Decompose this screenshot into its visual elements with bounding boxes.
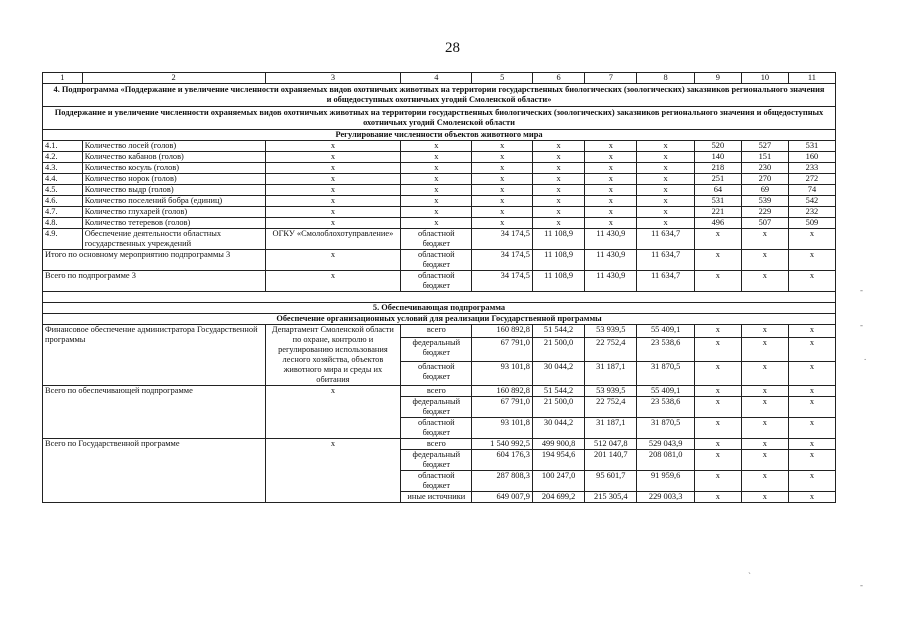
- spacer-cell: [43, 292, 836, 303]
- table-cell: x: [472, 152, 533, 163]
- table-cell: 4.2.: [43, 152, 83, 163]
- table-cell: 31 187,1: [585, 361, 637, 385]
- regulation-title: Регулирование численности объектов животного мира: [43, 130, 836, 141]
- table-cell: 11 108,9: [532, 229, 584, 250]
- table-cell: 531: [788, 141, 835, 152]
- table-cell: 194 954,6: [532, 450, 584, 471]
- table-cell: x: [694, 439, 741, 450]
- col-number: 10: [741, 73, 788, 84]
- subprogram5-title-row: [43, 303, 836, 314]
- table-cell: x: [741, 471, 788, 492]
- table-cell: x: [585, 185, 637, 196]
- table-cell: областной бюджет: [401, 271, 472, 292]
- table-cell: 34 174,5: [472, 229, 533, 250]
- table-cell: 4.1.: [43, 141, 83, 152]
- table-cell: 4.5.: [43, 185, 83, 196]
- table-row: [43, 207, 836, 218]
- table-cell: x: [741, 250, 788, 271]
- table-cell: x: [788, 397, 835, 418]
- table-cell: Количество глухарей (голов): [82, 207, 265, 218]
- table-cell: x: [472, 163, 533, 174]
- table-cell: x: [401, 141, 472, 152]
- spacer-row: [43, 292, 836, 303]
- table-cell: x: [694, 450, 741, 471]
- table-cell: x: [532, 218, 584, 229]
- col-number: 3: [265, 73, 401, 84]
- table-cell: x: [741, 386, 788, 397]
- table-cell: 11 108,9: [532, 250, 584, 271]
- table-row: [43, 218, 836, 229]
- table-cell: 520: [694, 141, 741, 152]
- table-cell: x: [788, 492, 835, 503]
- table-cell: Обеспечение организационных условий для реализации Государственной программы: [43, 314, 836, 325]
- table-cell: Количество лосей (голов): [82, 141, 265, 152]
- table-cell: 229: [741, 207, 788, 218]
- table-cell: x: [265, 163, 401, 174]
- table-cell: федеральный бюджет: [401, 397, 472, 418]
- table-row: [43, 271, 836, 292]
- table-cell: 22 752,4: [585, 337, 637, 361]
- table-cell: 11 430,9: [585, 271, 637, 292]
- table-row: [43, 174, 836, 185]
- table-cell: x: [401, 207, 472, 218]
- table-cell: ОГКУ «Смолоблохотуправление»: [265, 229, 401, 250]
- table-body: [43, 73, 836, 503]
- table-cell: 4.4.: [43, 174, 83, 185]
- table-cell: x: [265, 174, 401, 185]
- table-row: [43, 163, 836, 174]
- table-cell: 34 174,5: [472, 250, 533, 271]
- table-row: [43, 386, 836, 397]
- table-cell: 499 900,8: [532, 439, 584, 450]
- support-title-row: [43, 314, 836, 325]
- table-cell: Итого по основному мероприятию подпрограммы 3: [43, 250, 266, 271]
- table-cell: x: [741, 325, 788, 338]
- table-cell: 229 003,3: [637, 492, 694, 503]
- table-cell: Финансовое обеспечение администратора Государственной программы: [43, 325, 266, 386]
- table-cell: 23 538,6: [637, 337, 694, 361]
- table-cell: 230: [741, 163, 788, 174]
- table-cell: x: [788, 439, 835, 450]
- table-cell: 11 634,7: [637, 250, 694, 271]
- table-cell: Всего по Государственной программе: [43, 439, 266, 503]
- table-cell: x: [741, 337, 788, 361]
- margin-mark: .: [864, 352, 867, 362]
- table-row: [43, 439, 836, 450]
- table-cell: 496: [694, 218, 741, 229]
- table-row: [43, 185, 836, 196]
- table-cell: x: [741, 439, 788, 450]
- table-cell: 251: [694, 174, 741, 185]
- table-cell: Количество косуль (голов): [82, 163, 265, 174]
- margin-mark: -: [860, 580, 863, 590]
- subprogram4-title-row: [43, 84, 836, 107]
- table-cell: 23 538,6: [637, 397, 694, 418]
- table-cell: 539: [741, 196, 788, 207]
- table-cell: 4.6.: [43, 196, 83, 207]
- table-cell: x: [585, 174, 637, 185]
- table-cell: 604 176,3: [472, 450, 533, 471]
- table-cell: 527: [741, 141, 788, 152]
- table-cell: 4.8.: [43, 218, 83, 229]
- col-number: 4: [401, 73, 472, 84]
- table-cell: 4.9.: [43, 229, 83, 250]
- table-cell: иные источники: [401, 492, 472, 503]
- col-number: 11: [788, 73, 835, 84]
- table-cell: 11 634,7: [637, 229, 694, 250]
- table-cell: x: [637, 196, 694, 207]
- table-cell: x: [741, 418, 788, 439]
- table-cell: 30 044,2: [532, 418, 584, 439]
- subprogram4-title: 4. Подпрограмма «Поддержание и увеличение численности охраняемых видов охотничьих животных на территории государственных биологических (зоологических) заказников регионального значения и общедоступных охотничьих угодий Смоленской области»: [43, 84, 836, 107]
- table-cell: всего: [401, 386, 472, 397]
- table-cell: x: [585, 152, 637, 163]
- table-cell: x: [788, 271, 835, 292]
- table-cell: x: [472, 141, 533, 152]
- table-cell: x: [472, 196, 533, 207]
- col-number: 6: [532, 73, 584, 84]
- margin-mark: -: [860, 320, 863, 330]
- table-cell: x: [401, 196, 472, 207]
- table-cell: x: [532, 196, 584, 207]
- table-cell: 11 430,9: [585, 229, 637, 250]
- col-number: 8: [637, 73, 694, 84]
- table-cell: x: [401, 185, 472, 196]
- margin-mark: `: [748, 571, 751, 581]
- table-cell: x: [741, 397, 788, 418]
- table-cell: 11 634,7: [637, 271, 694, 292]
- table-cell: 93 101,8: [472, 418, 533, 439]
- table-cell: x: [265, 271, 401, 292]
- col-number: 2: [82, 73, 265, 84]
- table-cell: 21 500,0: [532, 397, 584, 418]
- table-cell: 509: [788, 218, 835, 229]
- table-cell: x: [637, 163, 694, 174]
- table-cell: 1 540 992,5: [472, 439, 533, 450]
- table-cell: 649 007,9: [472, 492, 533, 503]
- table-cell: 4.7.: [43, 207, 83, 218]
- table-cell: 140: [694, 152, 741, 163]
- table-cell: x: [401, 152, 472, 163]
- table-cell: 51 544,2: [532, 386, 584, 397]
- table-cell: 160: [788, 152, 835, 163]
- table-cell: x: [265, 218, 401, 229]
- table-cell: 270: [741, 174, 788, 185]
- table-row: [43, 152, 836, 163]
- table-cell: 95 601,7: [585, 471, 637, 492]
- table-cell: 34 174,5: [472, 271, 533, 292]
- table-cell: 93 101,8: [472, 361, 533, 385]
- table-cell: 233: [788, 163, 835, 174]
- table-cell: 21 500,0: [532, 337, 584, 361]
- table-cell: Всего по обеспечивающей подпрограмме: [43, 386, 266, 439]
- table-cell: x: [694, 229, 741, 250]
- table-cell: x: [788, 450, 835, 471]
- table-cell: Количество выдр (голов): [82, 185, 265, 196]
- table-cell: областной бюджет: [401, 229, 472, 250]
- margin-mark: -: [860, 285, 863, 295]
- table-cell: всего: [401, 439, 472, 450]
- table-cell: x: [585, 141, 637, 152]
- table-cell: 55 409,1: [637, 386, 694, 397]
- table-row: [43, 141, 836, 152]
- table-cell: x: [694, 250, 741, 271]
- table-cell: x: [788, 386, 835, 397]
- table-cell: x: [472, 185, 533, 196]
- table-cell: 507: [741, 218, 788, 229]
- table-cell: x: [472, 207, 533, 218]
- table-cell: x: [265, 439, 401, 503]
- table-cell: 100 247,0: [532, 471, 584, 492]
- table-cell: Всего по подпрограмме 3: [43, 271, 266, 292]
- table-cell: 22 752,4: [585, 397, 637, 418]
- table-cell: x: [788, 471, 835, 492]
- table-cell: x: [637, 185, 694, 196]
- table-cell: 67 791,0: [472, 397, 533, 418]
- table-cell: областной бюджет: [401, 361, 472, 385]
- table-cell: 64: [694, 185, 741, 196]
- table-cell: x: [265, 196, 401, 207]
- table-cell: 218: [694, 163, 741, 174]
- table-cell: x: [265, 185, 401, 196]
- table-cell: x: [788, 337, 835, 361]
- table-cell: Обеспечение деятельности областных государственных учреждений: [82, 229, 265, 250]
- table-cell: x: [472, 218, 533, 229]
- table-cell: x: [637, 218, 694, 229]
- col-number: 7: [585, 73, 637, 84]
- table-cell: Количество тетеревов (голов): [82, 218, 265, 229]
- table-cell: x: [694, 325, 741, 338]
- table-cell: 51 544,2: [532, 325, 584, 338]
- table-cell: x: [401, 218, 472, 229]
- table-cell: x: [694, 397, 741, 418]
- table-cell: x: [401, 174, 472, 185]
- table-cell: x: [585, 207, 637, 218]
- table-cell: 512 047,8: [585, 439, 637, 450]
- table-cell: 5. Обеспечивающая подпрограмма: [43, 303, 836, 314]
- col-number: 5: [472, 73, 533, 84]
- table-cell: 74: [788, 185, 835, 196]
- table-cell: x: [585, 163, 637, 174]
- column-number-row: [43, 73, 836, 84]
- table-cell: 55 409,1: [637, 325, 694, 338]
- table-cell: Количество кабанов (голов): [82, 152, 265, 163]
- table-cell: x: [788, 229, 835, 250]
- table-cell: x: [741, 361, 788, 385]
- table-cell: x: [585, 196, 637, 207]
- table-cell: 529 043,9: [637, 439, 694, 450]
- table-cell: федеральный бюджет: [401, 450, 472, 471]
- table-cell: x: [637, 174, 694, 185]
- table-cell: x: [532, 152, 584, 163]
- main-activity-title-row: [43, 107, 836, 130]
- table-cell: Количество поселений бобра (единиц): [82, 196, 265, 207]
- regulation-title-row: [43, 130, 836, 141]
- table-cell: 232: [788, 207, 835, 218]
- table-cell: x: [788, 361, 835, 385]
- table-cell: 11 430,9: [585, 250, 637, 271]
- table-cell: 160 892,8: [472, 386, 533, 397]
- table-cell: 91 959,6: [637, 471, 694, 492]
- page-number: 28: [445, 40, 460, 56]
- table-row: [43, 325, 836, 338]
- table-cell: x: [401, 163, 472, 174]
- table-cell: областной бюджет: [401, 250, 472, 271]
- table-cell: всего: [401, 325, 472, 338]
- table-cell: x: [532, 163, 584, 174]
- table-cell: 31 870,5: [637, 361, 694, 385]
- table-cell: 151: [741, 152, 788, 163]
- table-cell: 531: [694, 196, 741, 207]
- table-cell: x: [265, 152, 401, 163]
- table-cell: x: [472, 174, 533, 185]
- table-cell: 204 699,2: [532, 492, 584, 503]
- table-cell: 160 892,8: [472, 325, 533, 338]
- table-cell: x: [694, 492, 741, 503]
- table-cell: Департамент Смоленской области по охране, контролю и регулированию использования лесного хозяйства, объектов животного мира и среды их обитания: [265, 325, 401, 386]
- table-cell: x: [694, 386, 741, 397]
- table-cell: 272: [788, 174, 835, 185]
- program-table: [42, 72, 836, 503]
- table-cell: 11 108,9: [532, 271, 584, 292]
- table-row: [43, 250, 836, 271]
- table-cell: федеральный бюджет: [401, 337, 472, 361]
- table-cell: x: [532, 207, 584, 218]
- table-cell: x: [741, 492, 788, 503]
- main-activity-title: Поддержание и увеличение численности охраняемых видов охотничьих животных на территории государственных биологических (зоологических) заказников регионального значения и общедоступных охотничьих угодий Смоленской области: [43, 107, 836, 130]
- table-cell: x: [637, 141, 694, 152]
- col-number: 1: [43, 73, 83, 84]
- table-cell: x: [694, 361, 741, 385]
- table-cell: x: [265, 207, 401, 218]
- table-cell: областной бюджет: [401, 471, 472, 492]
- table-cell: x: [585, 218, 637, 229]
- table-cell: 67 791,0: [472, 337, 533, 361]
- table-cell: x: [265, 386, 401, 439]
- table-cell: 31 187,1: [585, 418, 637, 439]
- table-cell: 215 305,4: [585, 492, 637, 503]
- table-cell: 208 081,0: [637, 450, 694, 471]
- table-cell: 221: [694, 207, 741, 218]
- table-cell: 53 939,5: [585, 325, 637, 338]
- table-cell: 201 140,7: [585, 450, 637, 471]
- table-cell: 53 939,5: [585, 386, 637, 397]
- table-cell: 69: [741, 185, 788, 196]
- table-cell: x: [788, 418, 835, 439]
- table-cell: x: [741, 229, 788, 250]
- table-cell: x: [265, 141, 401, 152]
- table-cell: x: [694, 471, 741, 492]
- table-cell: Количество норок (голов): [82, 174, 265, 185]
- table-cell: x: [694, 418, 741, 439]
- table-cell: x: [532, 174, 584, 185]
- table-row: [43, 196, 836, 207]
- table-cell: x: [788, 325, 835, 338]
- table-cell: x: [694, 337, 741, 361]
- table-cell: x: [265, 250, 401, 271]
- table-cell: x: [741, 450, 788, 471]
- table-cell: 542: [788, 196, 835, 207]
- table-cell: x: [788, 250, 835, 271]
- table-cell: x: [637, 152, 694, 163]
- table-cell: x: [741, 271, 788, 292]
- table-cell: областной бюджет: [401, 418, 472, 439]
- table-cell: 4.3.: [43, 163, 83, 174]
- table-cell: x: [532, 185, 584, 196]
- table-cell: 287 808,3: [472, 471, 533, 492]
- table-cell: x: [637, 207, 694, 218]
- table-row: [43, 229, 836, 250]
- table-cell: 30 044,2: [532, 361, 584, 385]
- table-cell: x: [532, 141, 584, 152]
- col-number: 9: [694, 73, 741, 84]
- table-cell: x: [694, 271, 741, 292]
- table-cell: 31 870,5: [637, 418, 694, 439]
